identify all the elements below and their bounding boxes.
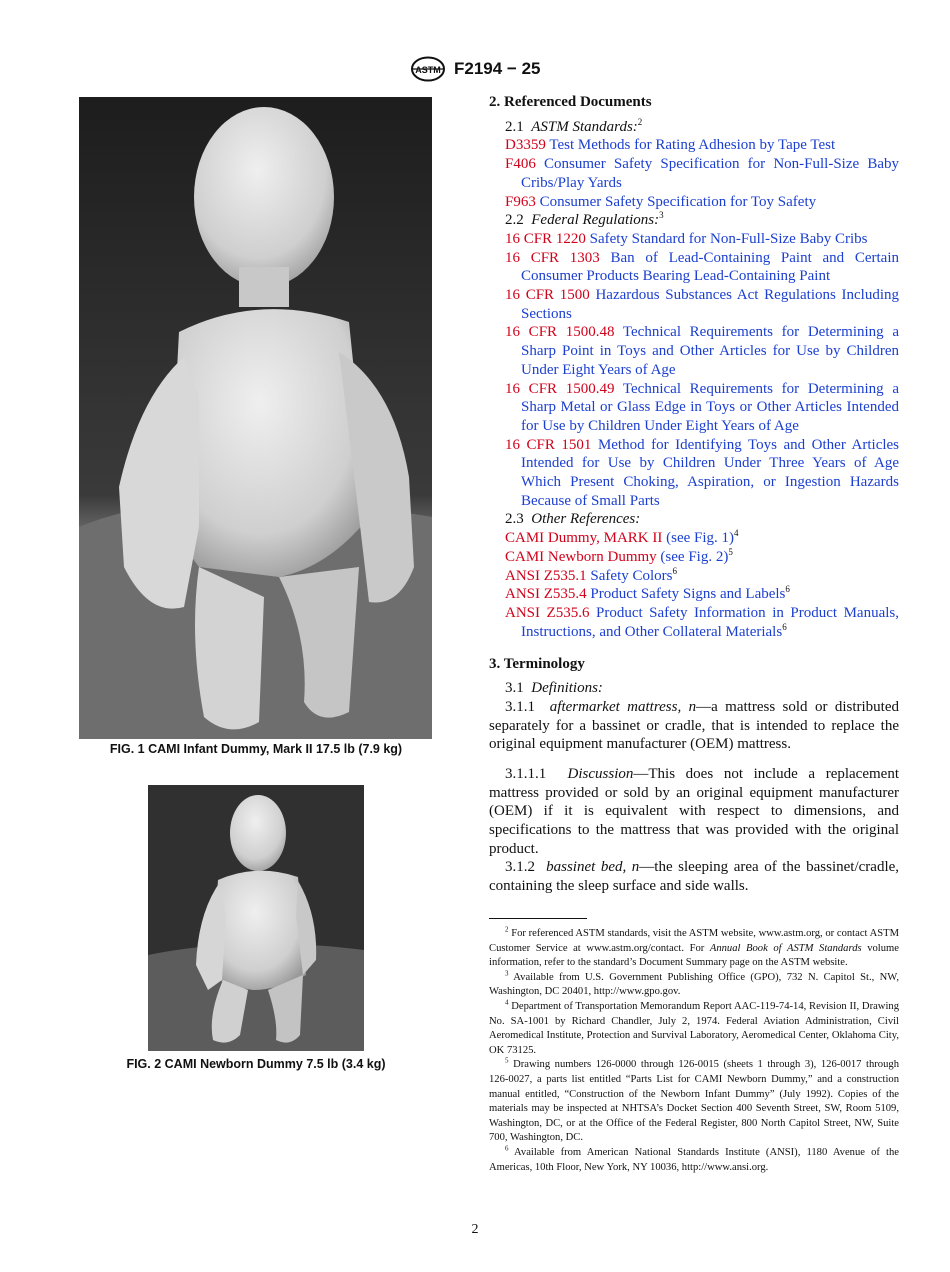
astm-standards-label: 2.1 ASTM Standards:$^2$: [505, 116, 643, 135]
footnote-2: $^2$ For referenced ASTM standards, visit the ASTM website, www.astm.org, or contact ASTM Customer Service at www.astm.org/contact. For Annual Book of ASTM Standards volume information, refer to the standard’s Document Summary page on the ASTM website.: [489, 925, 900, 969]
page-header: [0, 56, 950, 84]
federal-regulations-label: 2.2 Federal Regulations:$^3$: [505, 210, 664, 229]
footnotes: [489, 927, 899, 1175]
cami-newborn-dummy-image: [148, 785, 364, 1051]
figure-2-caption: FIG. 2 CAMI Newborn Dummy 7.5 lb (3.4 kg): [126, 1057, 386, 1071]
definition-paragraph: 3.1.2 bassinet bed, n—the sleeping area of the bassinet/cradle, containing the sleep surface and side walls.: [489, 859, 900, 895]
reference-item[interactable]: 16 CFR 1220 Safety Standard for Non-Full-Size Baby Cribs: [505, 230, 868, 247]
footnote-3: $^3$ Available from U.S. Government Publishing Office (GPO), 732 N. Capitol St., NW, Washington, DC 20401, http://www.gpo.gov.: [489, 969, 899, 998]
svg-text:ASTM: ASTM: [415, 65, 441, 75]
cami-infant-dummy-image: [79, 97, 432, 739]
section-3-heading: 3. Terminology: [489, 656, 585, 673]
reference-item[interactable]: ANSI Z535.1 Safety Colors$^6$: [505, 565, 677, 584]
figure-1-caption: FIG. 1 CAMI Infant Dummy, Mark II 17.5 lb (7.9 kg): [109, 742, 403, 756]
figure-link[interactable]: Fig. 1: [694, 530, 730, 547]
page-number: 2: [471, 1222, 479, 1237]
definitions-label: 3.1 Definitions:: [505, 680, 603, 697]
figure-link[interactable]: Fig. 2: [688, 548, 724, 565]
reference-item[interactable]: 16 CFR 1303 Ban of Lead-Containing Paint and Certain Consumer Products Bearing Lead-Containing Paint: [505, 249, 899, 285]
reference-item[interactable]: F963 Consumer Safety Specification for Toy Safety: [505, 193, 817, 210]
discussion-paragraph: 3.1.1.1 Discussion—This does not include a replacement mattress provided or sold by an original equipment manufacturer (OEM) if it is equivalent with respect to dimensions, and specifications to the mattress that was provided with the original product.: [489, 765, 899, 857]
astm-logo-icon: [410, 56, 446, 82]
reference-item[interactable]: F406 Consumer Safety Specification for Non-Full-Size Baby Cribs/Play Yards: [505, 156, 900, 191]
section-2-heading: 2. Referenced Documents: [489, 94, 652, 110]
reference-item[interactable]: CAMI Dummy, MARK II (see Fig. 1)$^4$: [505, 528, 739, 547]
main-column: [489, 93, 899, 896]
footnote-5: $^5$ Drawing numbers 126-0000 through 126-0015 (sheets 1 through 3), 126-0017 through 126-0027, a parts list entitled “Parts List for CAMI Newborn Dummy,” and a construction manual entitled, “Construction of the Newborn Infant Dummy” (July 1992). Copies of the materials may be inspected at NHTSA’s Docket Section 400 Seventh Street, SW, Room 5109, Washington, DC, or at the Office of the Federal Register, 800 North Capitol Street, NW, Suite 700, Washington, DC.: [489, 1056, 899, 1144]
reference-item[interactable]: 16 CFR 1500.49 Technical Requirements for Determining a Sharp Metal or Glass Edge in Toys or Other Articles Intended for Use by Children Under Eight Years of Age: [505, 380, 900, 434]
standard-designation: F2194 − 25: [454, 59, 541, 78]
reference-item[interactable]: D3359 Test Methods for Rating Adhesion by Tape Test: [505, 137, 836, 154]
reference-item[interactable]: 16 CFR 1500.48 Technical Requirements for Determining a Sharp Point in Toys and Other Articles for Use by Children Under Eight Years of Age: [505, 324, 900, 378]
figure-2-photo: [148, 785, 364, 1051]
reference-item[interactable]: 16 CFR 1501 Method for Identifying Toys and Other Articles Intended for Use by Children Under Three Years of Age Which Present Choking, Aspiration, or Ingestion Hazards Because of Small Parts: [505, 436, 900, 509]
reference-item[interactable]: ANSI Z535.6 Product Safety Information in Product Manuals, Instructions, and Other Collateral Materials$^6$: [505, 604, 899, 640]
definition-paragraph: 3.1.1 aftermarket mattress, n—a mattress sold or distributed separately for a bassinet or cradle, that is intended to replace the original equipment manufacturer (OEM) mattress.: [489, 698, 900, 753]
other-references-label: 2.3 Other References:: [505, 511, 641, 528]
footnote-6: $^6$ Available from American National Standards Institute (ANSI), 1180 Avenue of the Americas, 10th Floor, New York, NY 10036, http://www.ansi.org.: [489, 1144, 899, 1173]
figure-1-photo: [79, 97, 432, 739]
reference-item[interactable]: 16 CFR 1500 Hazardous Substances Act Regulations Including Sections: [505, 287, 900, 322]
footnote-4: $^4$ Department of Transportation Memorandum Report AAC-119-74-14, Revision II, Drawing No. SA-1001 by Richard Chandler, July 2, 1974. Federal Aviation Administration, Civil Aeromedical Institute, Protection and Survival Laboratory, Aeromedical Center, Oklahoma City, OK 73125.: [489, 998, 899, 1056]
footnote-divider: [489, 918, 587, 919]
reference-item[interactable]: CAMI Newborn Dummy (see Fig. 2)$^5$: [505, 546, 733, 565]
reference-item[interactable]: ANSI Z535.4 Product Safety Signs and Labels$^6$: [505, 584, 790, 603]
